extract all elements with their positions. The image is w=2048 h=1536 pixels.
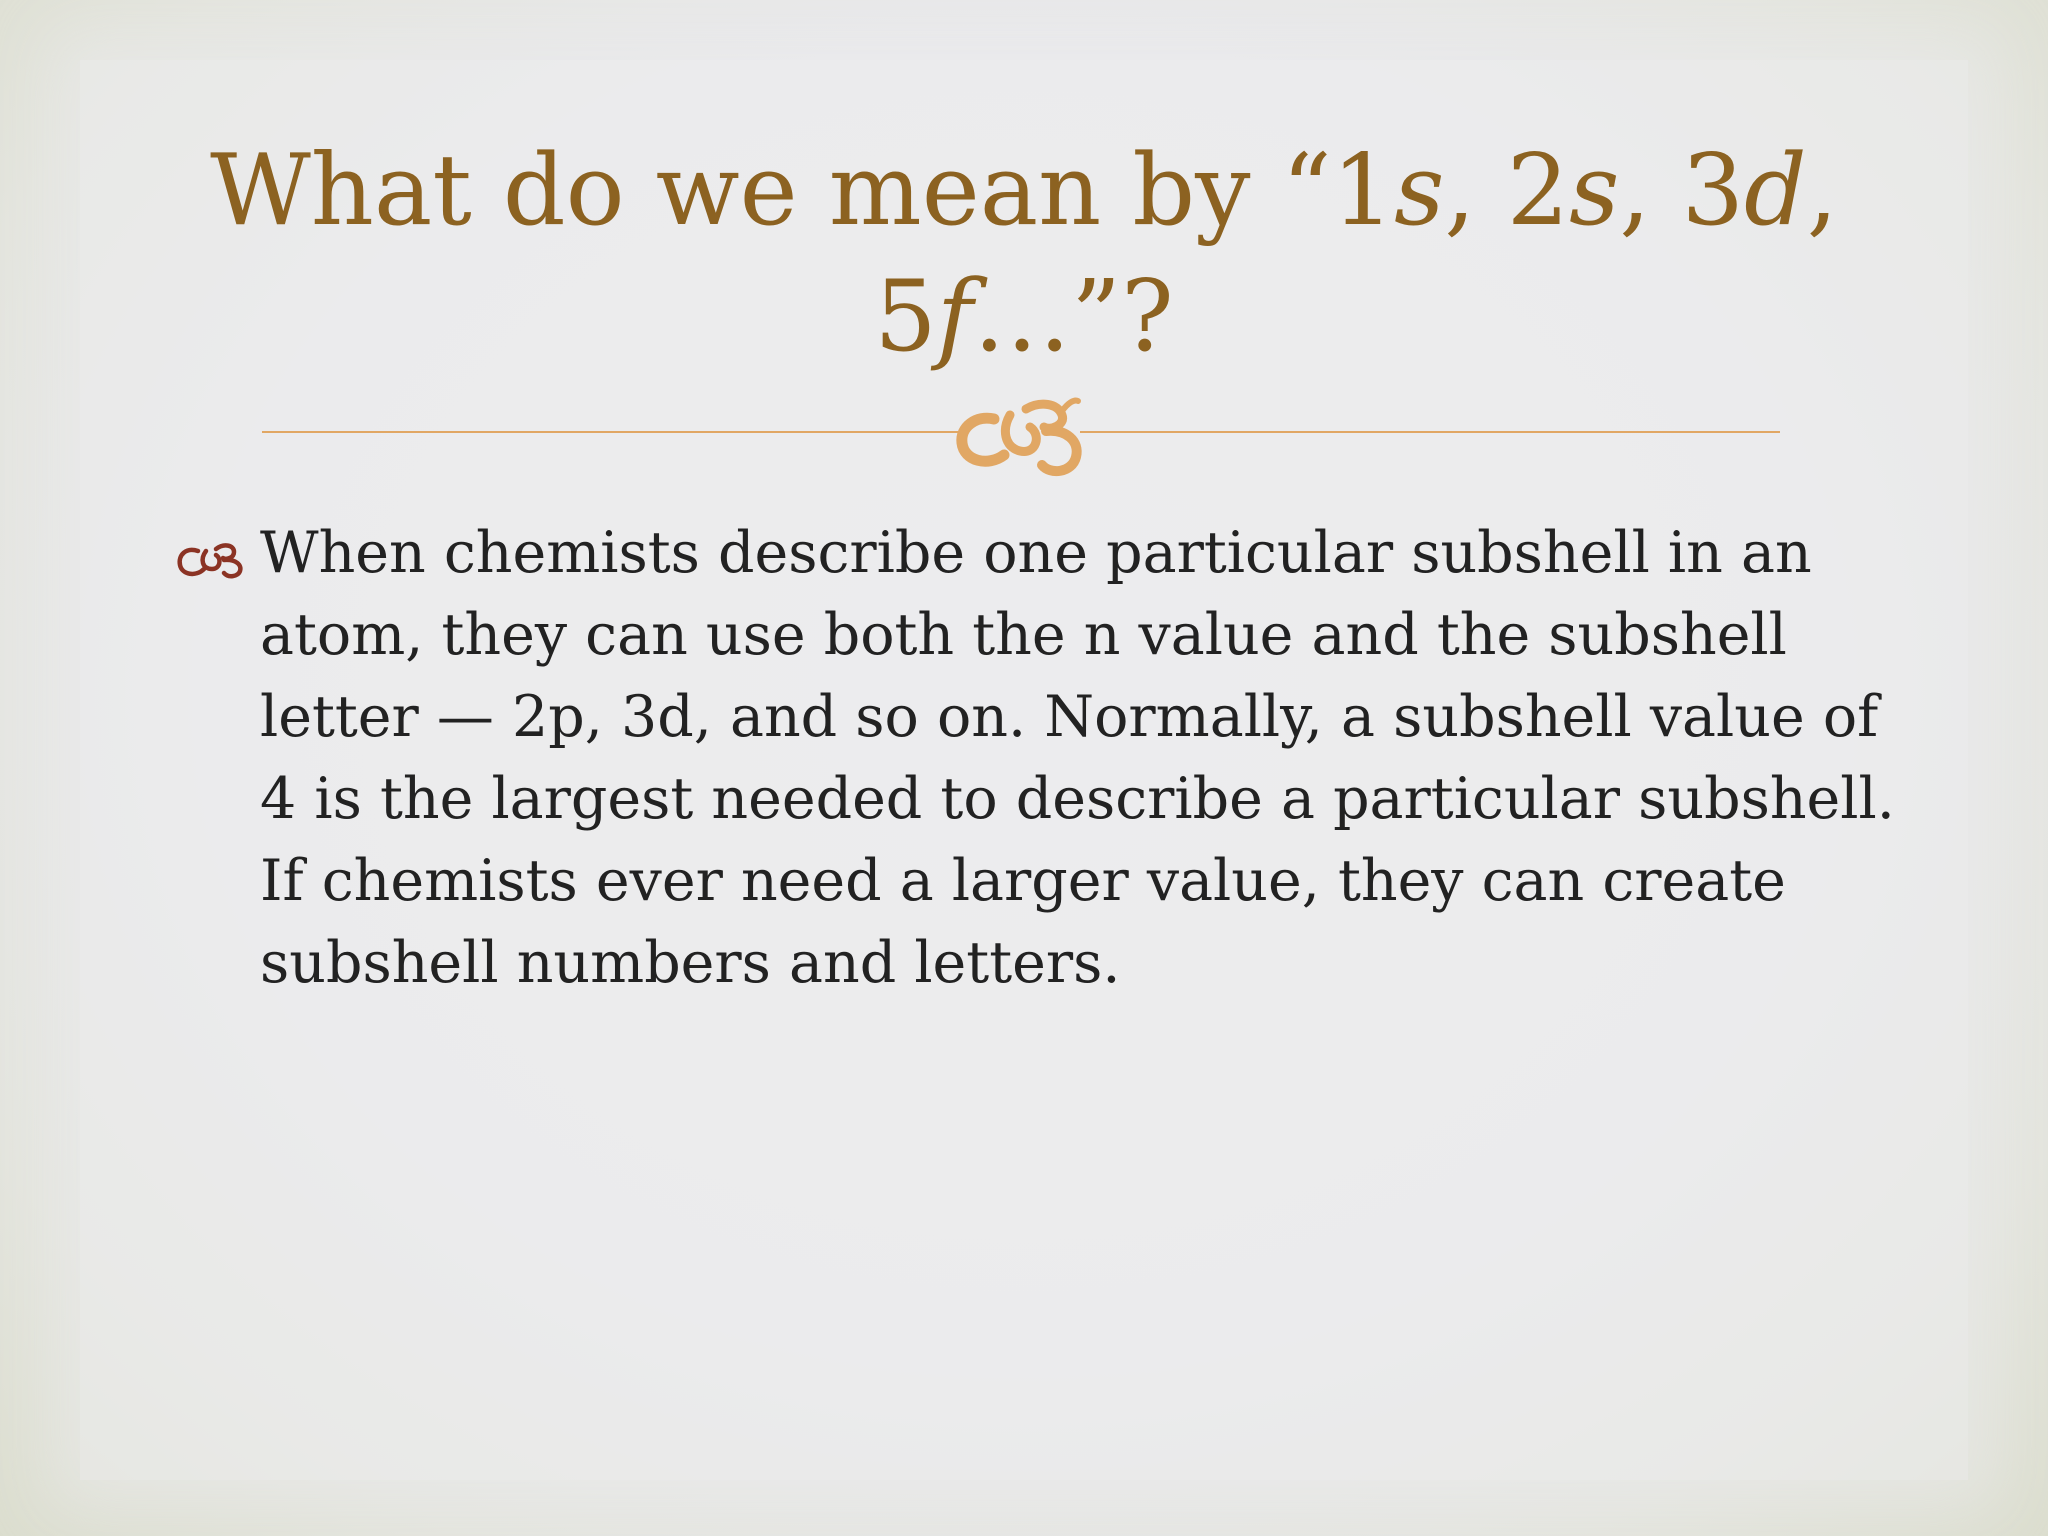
bullet-text: When chemists describe one particular subshell in an atom, they can use both the n value and the subshell letter — 2p, 3d, and so on. Normally, a subshell value of 4 is the largest needed to describe a particular subshell. If chemists ever need a larger value, they can create subshell numbers and letters. — [260, 520, 1895, 996]
title-text-part: …”? — [972, 260, 1174, 374]
title-text-part: What do we mean by “1 — [210, 134, 1395, 248]
title-text-part: 5 — [874, 260, 937, 374]
flourish-icon — [950, 385, 1100, 480]
title-text-part: , 3 — [1619, 134, 1745, 248]
title-italic-f: f — [936, 260, 973, 374]
title-text-part: , — [1806, 134, 1838, 248]
title-italic-s: s — [1394, 134, 1445, 248]
title-italic-d: d — [1744, 134, 1807, 248]
slide-title — [200, 128, 1848, 380]
title-divider-left — [262, 431, 960, 433]
bullet-flourish-icon — [176, 539, 244, 579]
title-divider-right — [1080, 431, 1780, 433]
title-text-part: , 2 — [1444, 134, 1570, 248]
title-italic-s: s — [1569, 134, 1620, 248]
